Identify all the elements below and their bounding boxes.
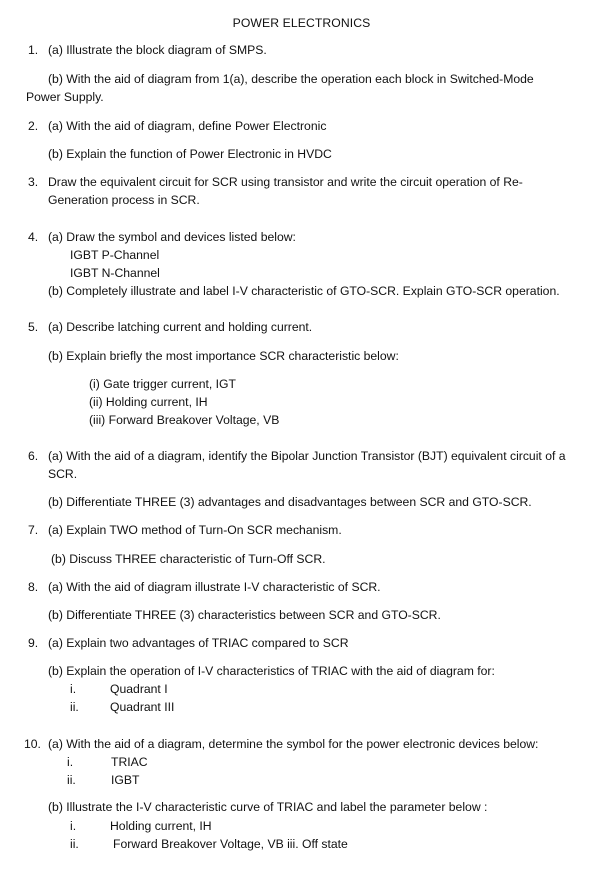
question-10-part-a: (a) With the aid of a diagram, determine the symbol for the power electronic devices below: xyxy=(48,737,539,751)
question-10-b-item-1-marker: i. xyxy=(70,819,77,833)
question-9-part-a: (a) Explain two advantages of TRIAC compared to SCR xyxy=(48,636,349,650)
question-10-a-item-2-text: IGBT xyxy=(111,773,140,787)
question-10-b-item-2-marker: ii. xyxy=(70,837,79,851)
question-9-item-1-text: Quadrant I xyxy=(110,682,168,696)
question-6-number: 6. xyxy=(28,449,39,463)
question-6-part-a-line-2: SCR. xyxy=(48,467,78,481)
question-5-part-a: (a) Describe latching current and holding current. xyxy=(48,320,313,334)
question-6-part-a-line-1: (a) With the aid of a diagram, identify the Bipolar Junction Transistor (BJT) equivalent circuit of a xyxy=(48,449,566,463)
question-2-number: 2. xyxy=(28,119,39,133)
question-1-part-b-line-2: Power Supply. xyxy=(26,90,104,104)
question-4-item-1: IGBT P-Channel xyxy=(70,248,160,262)
question-5-part-b: (b) Explain briefly the most importance SCR characteristic below: xyxy=(48,349,399,363)
question-10-b-item-2-text: Forward Breakover Voltage, VB iii. Off state xyxy=(113,837,348,851)
question-3-line-1: Draw the equivalent circuit for SCR using transistor and write the circuit operation of Re- xyxy=(48,175,523,189)
question-10-a-item-1-text: TRIAC xyxy=(111,755,148,769)
question-9-number: 9. xyxy=(28,636,39,650)
question-5-number: 5. xyxy=(28,320,39,334)
question-10-b-item-1-text: Holding current, IH xyxy=(110,819,212,833)
question-1-number: 1. xyxy=(28,43,39,57)
question-4-number: 4. xyxy=(28,230,39,244)
question-6-part-b: (b) Differentiate THREE (3) advantages and disadvantages between SCR and GTO-SCR. xyxy=(48,495,532,509)
question-5-item-1: (i) Gate trigger current, IGT xyxy=(89,377,236,391)
question-2-part-a: (a) With the aid of diagram, define Power Electronic xyxy=(48,119,327,133)
question-3-number: 3. xyxy=(28,175,39,189)
question-9-item-2-text: Quadrant III xyxy=(110,700,175,714)
question-4-item-2: IGBT N-Channel xyxy=(70,266,160,280)
question-9-part-b: (b) Explain the operation of I-V characteristics of TRIAC with the aid of diagram for: xyxy=(48,664,495,678)
question-10-number: 10. xyxy=(24,737,41,751)
question-7-part-a: (a) Explain TWO method of Turn-On SCR mechanism. xyxy=(48,523,342,537)
question-9-item-2-marker: ii. xyxy=(70,700,79,714)
question-8-number: 8. xyxy=(28,580,39,594)
question-8-part-b: (b) Differentiate THREE (3) characteristics between SCR and GTO-SCR. xyxy=(48,608,441,622)
question-10-a-item-2-marker: ii. xyxy=(67,773,76,787)
question-1-part-a: (a) Illustrate the block diagram of SMPS. xyxy=(48,43,267,57)
question-3-line-2: Generation process in SCR. xyxy=(48,193,200,207)
question-5-item-2: (ii) Holding current, IH xyxy=(89,395,208,409)
question-2-part-b: (b) Explain the function of Power Electronic in HVDC xyxy=(48,147,332,161)
question-7-number: 7. xyxy=(28,523,39,537)
question-4-part-b: (b) Completely illustrate and label I-V characteristic of GTO-SCR. Explain GTO-SCR operation. xyxy=(48,284,560,298)
question-10-a-item-1-marker: i. xyxy=(67,755,74,769)
question-9-item-1-marker: i. xyxy=(70,682,77,696)
question-10-part-b: (b) Illustrate the I-V characteristic curve of TRIAC and label the parameter below : xyxy=(48,800,488,814)
question-4-part-a: (a) Draw the symbol and devices listed below: xyxy=(48,230,296,244)
question-5-item-3: (iii) Forward Breakover Voltage, VB xyxy=(89,413,280,427)
question-1-part-b-line-1: (b) With the aid of diagram from 1(a), describe the operation each block in Switched-Mode xyxy=(48,72,534,86)
page-title: POWER ELECTRONICS xyxy=(232,16,371,30)
question-7-part-b: (b) Discuss THREE characteristic of Turn-Off SCR. xyxy=(51,552,326,566)
question-8-part-a: (a) With the aid of diagram illustrate I-V characteristic of SCR. xyxy=(48,580,381,594)
